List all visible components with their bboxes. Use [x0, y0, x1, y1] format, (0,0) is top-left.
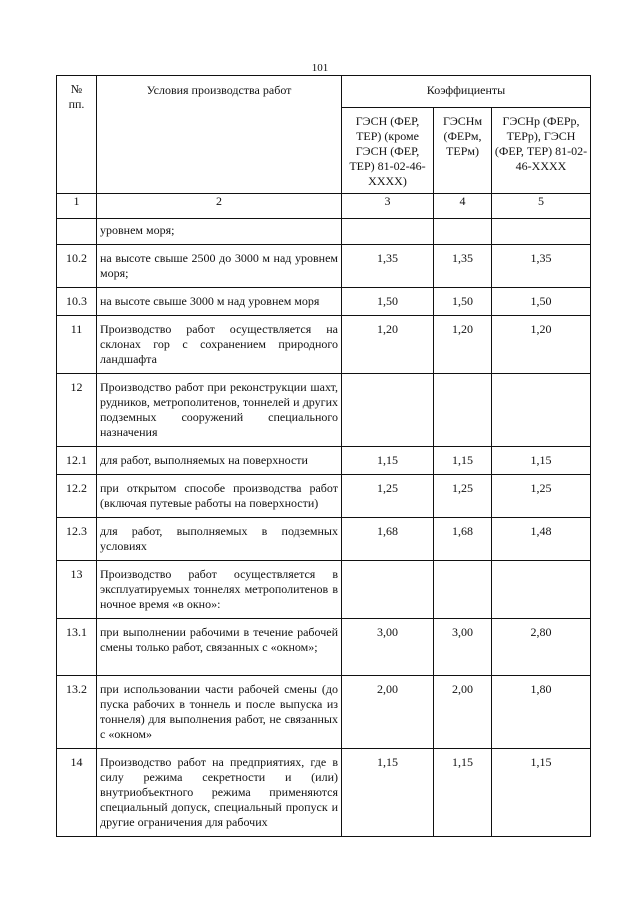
coef-col5 — [492, 374, 591, 447]
row-condition: Производство работ при реконструкции шахт, рудников, метрополитенов, тоннелей и других подземных сооружений специального назначения — [97, 374, 342, 447]
coef-col4: 1,50 — [434, 288, 492, 316]
row-number: 10.2 — [57, 245, 97, 288]
table-row — [57, 219, 591, 245]
coef-col5: 2,80 — [492, 619, 591, 676]
coef-col5: 1,15 — [492, 749, 591, 837]
coef-col4: 1,15 — [434, 749, 492, 837]
coef-col4: 3,00 — [434, 619, 492, 676]
row-number: 13.2 — [57, 676, 97, 749]
row-number: 14 — [57, 749, 97, 837]
row-condition: уровнем моря; — [97, 219, 342, 245]
coef-col3 — [342, 219, 434, 245]
table-row — [57, 619, 591, 676]
coef-col3: 1,20 — [342, 316, 434, 374]
column-index: 2 — [97, 194, 342, 219]
column-index: 1 — [57, 194, 97, 219]
coef-col4 — [434, 561, 492, 619]
table-row — [57, 447, 591, 475]
table-row — [57, 518, 591, 561]
row-number: 10.3 — [57, 288, 97, 316]
coef-col4 — [434, 374, 492, 447]
coef-col3: 2,00 — [342, 676, 434, 749]
coef-col3 — [342, 561, 434, 619]
table-row — [57, 374, 591, 447]
table-row — [57, 475, 591, 518]
row-condition: Производство работ осуществляется в эксплуатируемых тоннелях метрополитенов в ночное время «в окно»: — [97, 561, 342, 619]
coef-col3: 1,68 — [342, 518, 434, 561]
row-number: 11 — [57, 316, 97, 374]
table-row — [57, 561, 591, 619]
coef-col5: 1,50 — [492, 288, 591, 316]
row-number: 12.2 — [57, 475, 97, 518]
page-number: 101 — [311, 62, 329, 74]
row-condition: Производство работ осуществляется на склонах гор с сохранением природного ландшафта — [97, 316, 342, 374]
column-index: 4 — [434, 194, 492, 219]
coef-col5: 1,80 — [492, 676, 591, 749]
row-number: 12.1 — [57, 447, 97, 475]
coefficients-table — [56, 75, 591, 837]
coef-col4 — [434, 219, 492, 245]
coef-col4: 1,25 — [434, 475, 492, 518]
row-condition: на высоте свыше 2500 до 3000 м над уровнем моря; — [97, 245, 342, 288]
table-header — [57, 76, 591, 219]
row-number: 13.1 — [57, 619, 97, 676]
coef-col5 — [492, 561, 591, 619]
table-row — [57, 288, 591, 316]
coef-col5: 1,20 — [492, 316, 591, 374]
table-row — [57, 316, 591, 374]
row-condition: для работ, выполняемых на поверхности — [97, 447, 342, 475]
coef-col3: 3,00 — [342, 619, 434, 676]
row-number — [57, 219, 97, 245]
row-condition: для работ, выполняемых в подземных условиях — [97, 518, 342, 561]
coef-col5: 1,35 — [492, 245, 591, 288]
coef-col3: 1,25 — [342, 475, 434, 518]
table-row — [57, 749, 591, 837]
coef-col3: 1,15 — [342, 447, 434, 475]
header-col4: ГЭСНм (ФЕРм, ТЕРм) — [434, 108, 492, 194]
header-col5: ГЭСНр (ФЕРр, ТЕРр), ГЭСН (ФЕР, ТЕР) 81-02-46-ХХХХ — [492, 108, 591, 194]
coef-col5 — [492, 219, 591, 245]
column-index: 3 — [342, 194, 434, 219]
header-coefficients: Коэффициенты — [342, 76, 591, 108]
column-index: 5 — [492, 194, 591, 219]
row-number: 13 — [57, 561, 97, 619]
coef-col3: 1,35 — [342, 245, 434, 288]
coef-col5: 1,15 — [492, 447, 591, 475]
table-row — [57, 245, 591, 288]
coef-col4: 1,20 — [434, 316, 492, 374]
coef-col5: 1,48 — [492, 518, 591, 561]
row-condition: при выполнении рабочими в течение рабочей смены только работ, связанных с «окном»; — [97, 619, 342, 676]
coef-col4: 1,15 — [434, 447, 492, 475]
column-index-row — [57, 194, 591, 219]
table-row — [57, 676, 591, 749]
header-conditions: Условия производства работ — [97, 76, 342, 194]
row-number: 12.3 — [57, 518, 97, 561]
row-condition: Производство работ на предприятиях, где в силу режима секретности и (или) внутриобъектного режима применяются специальный допуск, специальный пропуск и другие ограничения для рабочих — [97, 749, 342, 837]
coef-col4: 1,68 — [434, 518, 492, 561]
coef-col3: 1,50 — [342, 288, 434, 316]
header-col3: ГЭСН (ФЕР, ТЕР) (кроме ГЭСН (ФЕР, ТЕР) 81-02-46-ХХХХ) — [342, 108, 434, 194]
row-condition: на высоте свыше 3000 м над уровнем моря — [97, 288, 342, 316]
coef-col3: 1,15 — [342, 749, 434, 837]
header-num: № пп. — [57, 76, 97, 194]
row-condition: при открытом способе производства работ (включая путевые работы на поверхности) — [97, 475, 342, 518]
coef-col3 — [342, 374, 434, 447]
coef-col5: 1,25 — [492, 475, 591, 518]
row-number: 12 — [57, 374, 97, 447]
coef-col4: 1,35 — [434, 245, 492, 288]
coef-col4: 2,00 — [434, 676, 492, 749]
table-body — [57, 219, 591, 837]
row-condition: при использовании части рабочей смены (до пуска рабочих в тоннель и после выпуска из тоннеля) для выполнения работ, не связанных с «окном» — [97, 676, 342, 749]
